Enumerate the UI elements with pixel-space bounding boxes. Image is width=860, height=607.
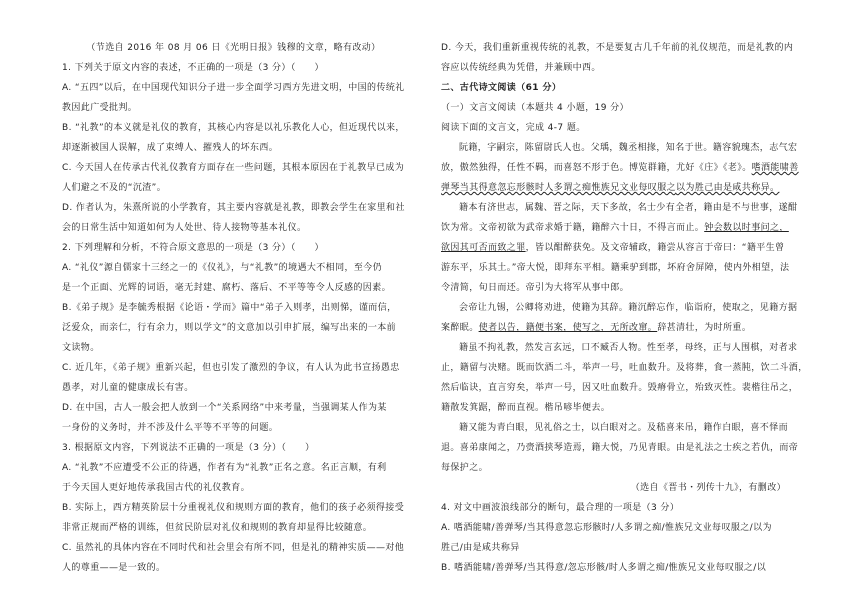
- q1-option-d: D. 作者认为，朱熹所说的小学教育，其主要内容就是礼教，即教会学生在家里和社: [62, 203, 405, 213]
- q2-option-b-cont: 泛爱众，而亲仁，行有余力，则以学文”的文意加以引申扩展，编写出来的一本前: [62, 323, 397, 333]
- passage-p2-line3-text: ，皆以酣醉获免。及文帝辅政，籍尝从容言于帝曰：“籍平生曾: [525, 243, 785, 253]
- q3-option-d-cont: 容应以传统经典为凭借，并兼顾中西。: [441, 63, 601, 73]
- underlined-sentence-b: 欲因其可否而致之罪: [441, 243, 526, 253]
- passage-p1-line2-text: 放，傲然独得，任性不羁，而喜怒不形于色。博览群籍，尤好《庄》《老》。: [441, 163, 752, 173]
- passage-p4-line2: 止，籍留与决赌。既而饮酒二斗，举声一号，吐血数升。及将葬，食一蒸肫，饮二斗酒，: [441, 363, 808, 373]
- right-column: [441, 38, 808, 578]
- q3-option-a-cont: 于今天国人更好地传承我国古代的礼仪教育。: [62, 483, 251, 493]
- passage-p1-line1: 阮籍，字嗣宗，陈留尉氏人也。父瑀，魏丞相掾，知名于世。籍容貌瑰杰，志气宏: [459, 143, 798, 153]
- passage-source: （选自《晋书・列传十九》，有删改）: [630, 483, 786, 493]
- q1-option-b-cont: 却逐渐被国人误解，成了束缚人、摧残人的坏东西。: [62, 143, 279, 153]
- q2-option-c-cont: 愚孝，对儿童的健康成长有害。: [62, 383, 194, 393]
- wavy-underlined-text-end: 以为胜己由是咸共称异。: [676, 183, 780, 193]
- q3-option-a: A. “礼教”不应遭受不公正的待遇，作者有为“礼教”正名之意。名正言顺，有利: [62, 463, 387, 473]
- passage-p1-line3: [441, 178, 786, 198]
- subsection-title: （一）文言文阅读（本题共 4 小题，19 分）: [441, 103, 629, 113]
- source-note: （节选自 2016 年 08 月 06 日《光明日报》钱穆的文章，略有改动）: [86, 43, 381, 53]
- passage-p2-line1: 籍本有济世志，属魏、晋之际，天下多故，名士少有全者，籍由是不与世事，遂酣: [459, 203, 798, 213]
- q1-option-b: B. “礼教”的本义就是礼仪的教育，其核心内容是以礼乐教化人心，但近现代以来，: [62, 123, 405, 133]
- passage-p2-line2: [441, 218, 789, 238]
- q2-option-b-cont2: 文读物。: [62, 343, 100, 353]
- q2-option-c: C. 近几年，《弟子规》重新兴起，但也引发了激烈的争议，有人认为此书宣扬愚忠: [62, 363, 400, 373]
- passage-p2-line3: [441, 238, 786, 258]
- q1-option-c-cont: 人们避之不及的“沉渣”。: [62, 183, 167, 193]
- q2-option-d-cont: 一身份的义务时，并不涉及什么平等不平等的问题。: [62, 423, 279, 433]
- passage-p4-line3: 然后临诀，直言穷矣，举声一号，因又吐血数升。毁瘠骨立，殆致灭性。裴楷往吊之，: [441, 383, 799, 393]
- q1-option-d-cont: 会的日常生活中知道如何为人处世、待人接物等基本礼仪。: [62, 223, 307, 233]
- question-4-stem: 4. 对文中画波浪线部分的断句，最合理的一项是（3 分）: [441, 503, 680, 513]
- q4-option-b: B. 嗜酒能啸/善弹琴/当其得意/忽忘形骸/时人多谓之痴/惟族兄文业每叹服之/以: [441, 563, 767, 573]
- passage-p3-line2-text: 辞甚清壮，为时所重。: [657, 323, 752, 333]
- passage-p2-line5: 令清简，旬日而还。帝引为大将军从事中郎。: [441, 283, 630, 293]
- q2-option-a: A. “礼仪”源自儒家十三经之一的《仪礼》，与“礼教”的境遇大不相同，至今仍: [62, 263, 383, 273]
- passage-p5-line1: 籍又能为青白眼，见礼俗之士，以白眼对之。及嵇喜来吊，籍作白眼，喜不怿而: [459, 423, 789, 433]
- passage-p3-line2-pre: 案醉眠。: [441, 323, 479, 333]
- question-1-stem: 1. 下列关于原文内容的表述，不正确的一项是（3 分）（ ）: [62, 63, 324, 73]
- passage-p4-line4: 籍散发箕踞，醉而直视。楷吊喭毕便去。: [441, 403, 611, 413]
- passage-p4-line1: 籍虽不拘礼教，然发言玄远，口不臧否人物。性至孝，母终，正与人围棋，对者求: [459, 343, 798, 353]
- underlined-sentence-a: 钟会数以时事问之，: [704, 223, 789, 233]
- q4-option-a: A. 嗜酒能啸/善弹琴/当其得意忽忘形骸时/人多谓之痴/惟族兄文业每叹服之/以为: [441, 523, 772, 533]
- q2-option-d: D. 在中国，古人一般会把人放到一个“关系网络”中来考量，当强调某人作为某: [62, 403, 387, 413]
- q1-option-a: A. “五四”以后，在中国现代知识分子进一步全面学习西方先进文明，中国的传统礼: [62, 83, 405, 93]
- passage-p3-line2: [441, 318, 786, 338]
- q2-option-b: B.《弟子规》是李毓秀根据《论语・学而》篇中“弟子入则孝，出则悌，谨而信，: [62, 303, 397, 313]
- q2-option-a-cont: 是一个正面、光辉的词语，毫无封建、腐朽、落后、不平等等令人反感的因素。: [62, 283, 392, 293]
- wavy-underlined-text: 弹琴当其得意忽忘形骸时人多谓之痴惟族兄文业每叹服之: [441, 183, 677, 193]
- left-column: [62, 38, 405, 578]
- question-2-stem: 2. 下列理解和分析，不符合原文意思的一项是（3 分）（ ）: [62, 243, 324, 253]
- passage-p1-line2: [441, 158, 799, 178]
- reading-intro: 阅读下面的文言文，完成 4-7 题。: [441, 123, 586, 133]
- passage-p5-line2: 退。喜弟康闻之，乃赍酒挟琴造焉，籍大悦，乃见青眼。由是礼法之士疾之若仇，而帝: [441, 443, 799, 453]
- q1-option-c: C. 今天国人在传承古代礼仪教育方面存在一些问题，其根本原因在于礼教早已成为: [62, 163, 405, 173]
- question-3-stem: 3. 根据原文内容，下列说法不正确的一项是（3 分）（ ）: [62, 443, 315, 453]
- q3-option-c-cont: 人的尊重——是一致的。: [62, 563, 166, 573]
- passage-p2-line2-text: 饮为常。文帝初欲为武帝求婚于籍，籍醉六十日，不得言而止。: [441, 223, 705, 233]
- q3-option-b: B. 实际上，西方精英阶层十分重视礼仪和规则方面的教育，他们的孩子必须得接受: [62, 503, 405, 513]
- section-2-title: 二、古代诗文阅读（61 分）: [441, 83, 562, 93]
- q3-option-d: D. 今天，我们重新重视传统的礼教，不是要复古几千年前的礼仪规范，而是礼教的内: [441, 43, 794, 53]
- q3-option-c: C. 虽然礼的具体内容在不同时代和社会里会有所不同，但是礼的精神实质——对他: [62, 543, 405, 553]
- passage-p3-line1: 会帝让九锡，公卿将劝进，使籍为其辞。籍沉醉忘作，临诣府，使取之，见籍方据: [459, 303, 798, 313]
- passage-p5-line3: 每保护之。: [441, 463, 489, 473]
- passage-p2-line4: 游东平，乐其土。”帝大悦，即拜东平相。籍乘驴到郡，坏府舍屏障，使内外相望，法: [441, 263, 790, 273]
- q3-option-b-cont: 非常正规而严格的训练，但贫民阶层对礼仪和规则的教育却显得比较随意。: [62, 523, 373, 533]
- wavy-underline-start: 嗜酒能啸善: [751, 163, 799, 173]
- q1-option-a-cont: 教因此广受批判。: [62, 103, 138, 113]
- underlined-sentence-c: 使者以告，籍便书案，使写之，无所改窜。: [478, 323, 658, 333]
- q4-option-a-cont: 胜己/由是咸共称异: [441, 543, 520, 553]
